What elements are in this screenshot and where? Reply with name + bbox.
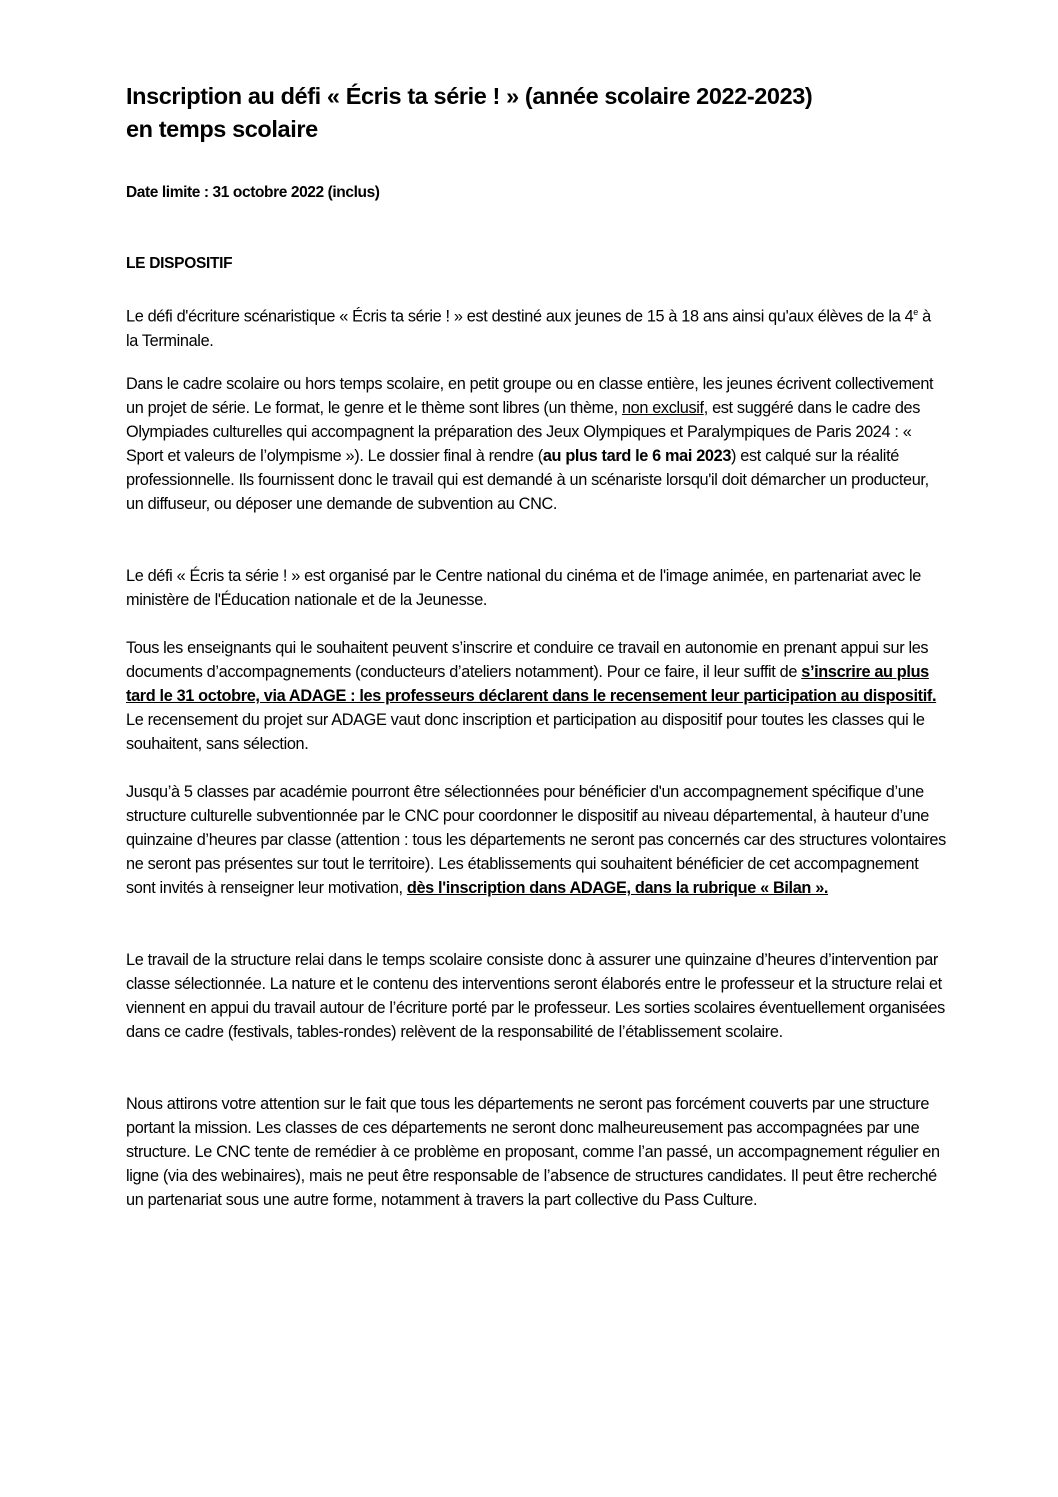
deadline: Date limite : 31 octobre 2022 (inclus) [126,184,380,201]
final-deadline: au plus tard le 6 mai 2023 [542,447,732,466]
section-heading: LE DISPOSITIF [126,255,233,272]
paragraph-structure-relai: Le travail de la structure relai dans le temps scolaire consiste donc à assurer une quinzaine d’heures d’intervention par classe sélectionnée. La nature et le contenu des interventions seront élaborés entre le professeur et la structure relai et viennent en appui du travail autour de l’écriture porté par le professeur. Les sorties scolaires éventuellement organisées dans ce cadre (festivals, tables-rondes) relèvent de la responsabilité de l’établissement scolaire. [126,951,945,1042]
paragraph-registration: Tous les enseignants qui le souhaitent peuvent s’inscrire et conduire ce travail en autonomie en prenant appui sur les documents d’accompagnements (conducteurs d’ateliers notamment). Pour ce faire, il leur suffit de s’inscrire au plus tard le 31 octobre, via ADAGE : les professeurs déclarent dans le recensement leur participation au dispositif. Le recensement du projet sur ADAGE vaut donc inscription et participation au dispositif pour toutes les classes qui le souhaitent, sans sélection. [126,639,937,754]
title-line-1: Inscription au défi « Écris ta série ! » (année scolaire 2022-2023) [126,83,813,109]
adage-bilan-link[interactable]: dès l'inscription dans ADAGE, dans la rubrique « Bilan ». [406,879,829,898]
title-line-2: en temps scolaire [126,116,318,142]
document-page [126,80,946,1210]
paragraph-selection: Jusqu’à 5 classes par académie pourront être sélectionnées pour bénéficier d'un accompagnement spécifique d’une structure culturelle subventionnée par le CNC pour coordonner le dispositif au niveau départemental, à hauteur d’une quinzaine d’heures par classe (attention : tous les départements ne seront pas concernés car des structures volontaires ne seront pas présentes sur tout le territoire). Les établissements qui souhaitent bénéficier de cet accompagnement sont invités à renseigner leur motivation, dès l'inscription dans ADAGE, dans la rubrique « Bilan ». [126,783,946,898]
paragraph-organisers: Le défi « Écris ta série ! » est organisé par le Centre national du cinéma et de l'image animée, en partenariat avec le ministère de l'Éducation nationale et de la Jeunesse. [126,567,921,610]
document-title [126,80,946,146]
paragraph-coverage-notice: Nous attirons votre attention sur le fait que tous les départements ne seront pas forcément couverts par une structure portant la mission. Les classes de ces départements ne seront donc malheureusement pas accompagnées par une structure. Le CNC tente de remédier à ce problème en proposant, comme l’an passé, un accompagnement régulier en ligne (via des webinaires), mais ne peut être responsable de l’absence de structures candidates. Il peut être recherché un partenariat sous une autre forme, notamment à travers la part collective du Pass Culture. [126,1095,940,1210]
paragraph-format: Dans le cadre scolaire ou hors temps scolaire, en petit groupe ou en classe entière, les jeunes écrivent collectivement un projet de série. Le format, le genre et le thème sont libres (un thème, non exclusif, est suggéré dans le cadre des Olympiades culturelles qui accompagnent la préparation des Jeux Olympiques et Paralympiques de Paris 2024 : « Sport et valeurs de l’olympisme »). Le dossier final à rendre (au plus tard le 6 mai 2023) est calqué sur la réalité professionnelle. Ils fournissent donc le travail qui est demandé à un scénariste lorsqu'il doit démarcher un producteur, un diffuseur, ou déposer une demande de subvention au CNC. [126,375,934,514]
non-exclusif-text: non exclusif [621,399,704,418]
adage-registration-link[interactable]: s’inscrire au plus tard le 31 octobre, via ADAGE : les professeurs déclarent dans le recensement leur participation au dispositif. [126,663,937,706]
paragraph-intro: Le défi d'écriture scénaristique « Écris ta série ! » est destiné aux jeunes de 15 à 18 ans ainsi qu'aux élèves de la 4e à la Terminale. [126,307,931,350]
